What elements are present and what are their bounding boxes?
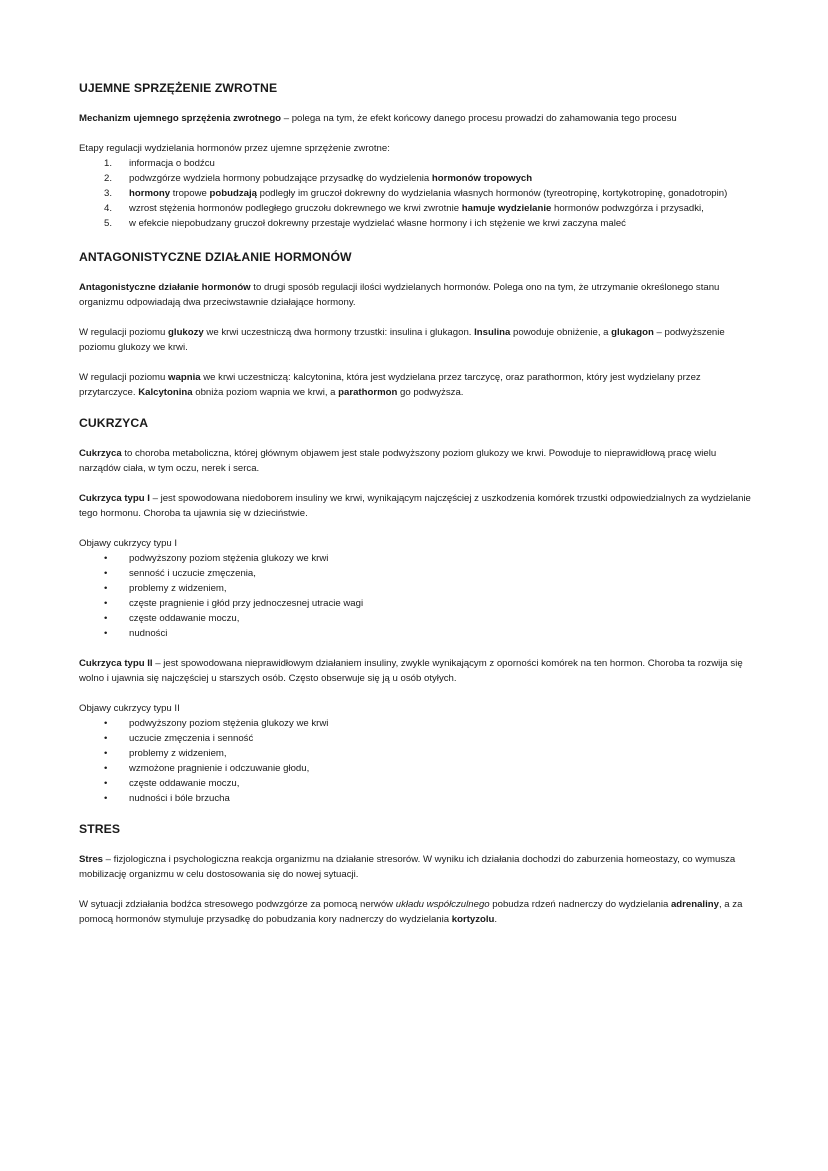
bullet-icon: •	[104, 583, 108, 594]
symptoms-type1-list	[79, 551, 759, 641]
bold-text: Insulina	[474, 327, 511, 338]
paragraph	[79, 280, 759, 310]
list-item-text: nudności i bóle brzucha	[129, 793, 230, 804]
list-item-text: podwyższony poziom stężenia glukozy we krwi	[129, 553, 329, 564]
list-item-text: problemy z widzeniem,	[129, 583, 227, 594]
bold-text: Cukrzyca typu II	[79, 658, 153, 669]
bold-text: Cukrzyca typu I	[79, 493, 150, 504]
heading-negative-feedback: UJEMNE SPRZĘŻENIE ZWROTNE	[79, 81, 278, 95]
bullet-icon: •	[104, 628, 108, 639]
list-item	[79, 596, 759, 611]
bullet-icon: •	[104, 763, 108, 774]
text-run: powoduje obniżenie, a	[510, 327, 612, 338]
bullet-icon: •	[104, 568, 108, 579]
list-item-text: wzmożone pragnienie i odczuwanie głodu,	[129, 763, 310, 774]
definition-text: – polega na tym, że efekt końcowy danego procesu prowadzi do zahamowania tego procesu	[281, 113, 677, 124]
paragraph	[79, 370, 759, 400]
list-item-text: uczucie zmęczenia i senność	[129, 733, 254, 744]
list-item	[79, 551, 759, 566]
bullet-icon: •	[104, 718, 108, 729]
list-item	[79, 731, 759, 746]
bold-text: kortyzolu	[451, 914, 495, 925]
steps-list	[79, 156, 759, 231]
stress-mechanism	[79, 897, 759, 927]
list-number: 2.	[104, 173, 113, 184]
list-item	[79, 776, 759, 791]
antagonistic-paragraphs	[79, 280, 759, 400]
heading-stress: STRES	[79, 822, 121, 836]
list-item-text: częste oddawanie moczu,	[129, 778, 240, 789]
bullet-icon: •	[104, 733, 108, 744]
list-item-text: problemy z widzeniem,	[129, 748, 227, 759]
text-run: – jest spowodowana niedoborem insuliny we krwi, wynikającym najczęściej z uszkodzenia komórek trzustki odpowiedzialnych za wydzielanie tego hormonu. Choroba ta ujawnia się w dzieciństwie.	[79, 493, 751, 519]
text-run: .	[494, 914, 498, 925]
bold-text: parathormon	[338, 387, 398, 398]
symptoms-type2-list	[79, 716, 759, 806]
list-item	[79, 566, 759, 581]
list-item	[79, 611, 759, 626]
text-run: – fizjologiczna i psychologiczna reakcja organizmu na działanie stresorów. W wyniku ich działania dochodzi do zaburzenia homeostazy, co wymusza mobilizację organizmu w celu dostosowania się do nowej sytuacji.	[79, 854, 736, 880]
text-run: podległy im gruczoł dokrewny do wydzielania własnych hormonów (tyreotropinę, kortykotropinę, gonadotropin)	[256, 188, 728, 199]
text-run: wzrost stężenia hormonów podległego gruczołu dokrewnego we krwi zwrotnie	[129, 203, 462, 214]
list-number: 1.	[104, 158, 113, 169]
text-run: – podwyższenie poziomu glukozy we krwi.	[79, 327, 725, 353]
list-number: 4.	[104, 203, 113, 214]
symptoms-type1-title: Objawy cukrzycy typu I	[79, 538, 178, 549]
text-run: W regulacji poziomu	[79, 327, 169, 338]
list-item	[79, 156, 759, 171]
bold-text: glukagon	[611, 327, 654, 338]
heading-diabetes: CUKRZYCA	[79, 416, 149, 430]
list-item-text: częste oddawanie moczu,	[129, 613, 240, 624]
text-run: informacja o bodźcu	[129, 158, 215, 169]
diabetes-type2	[79, 656, 759, 686]
text-run: W regulacji poziomu	[79, 372, 169, 383]
list-number: 3.	[104, 188, 113, 199]
text-run: pobudza rdzeń nadnerczy do wydzielania	[489, 899, 671, 910]
bold-text: Cukrzyca	[79, 448, 122, 459]
text-run: obniża poziom wapnia we krwi, a	[192, 387, 339, 398]
list-item	[79, 201, 759, 216]
list-item	[79, 171, 759, 186]
diabetes-type1	[79, 491, 759, 521]
definition-term: Mechanizm ujemnego sprzężenia zwrotnego	[79, 113, 282, 124]
text-run: to drugi sposób regulacji ilości wydzielanych hormonów. Polega ono na tym, że utrzymanie określonego stanu organizmu odpowiadają dwa przeciwstawnie działające hormony.	[79, 282, 720, 308]
steps-intro: Etapy regulacji wydzielania hormonów przez ujemne sprzężenie zwrotne:	[79, 143, 390, 154]
list-item-text: senność i uczucie zmęczenia,	[129, 568, 256, 579]
bullet-icon: •	[104, 553, 108, 564]
text-run: hormonów podwzgórza i przysadki,	[551, 203, 704, 214]
list-item	[79, 216, 759, 231]
bold-text: glukozy	[168, 327, 204, 338]
definition-negative-feedback	[79, 111, 759, 126]
list-item	[79, 761, 759, 776]
bold-text: Stres	[79, 854, 103, 865]
list-item	[79, 186, 759, 201]
bold-text: hamuje wydzielanie	[461, 203, 552, 214]
symptoms-type2-title: Objawy cukrzycy typu II	[79, 703, 180, 714]
bullet-icon: •	[104, 613, 108, 624]
bullet-icon: •	[104, 748, 108, 759]
bold-text: wapnia	[168, 372, 201, 383]
bullet-icon: •	[104, 778, 108, 789]
list-item	[79, 581, 759, 596]
text-run: , a za pomocą hormonów stymuluje przysadkę do pobudzania kory nadnerczy do wydzielania	[79, 899, 743, 925]
bullet-icon: •	[104, 598, 108, 609]
heading-antagonistic-hormones: ANTAGONISTYCZNE DZIAŁANIE HORMONÓW	[79, 250, 352, 264]
list-item	[79, 791, 759, 806]
text-run: – jest spowodowana nieprawidłowym działaniem insuliny, zwykle wynikającym z oporności komórek na ten hormon. Choroba ta rozwija się wolno i ujawnia się najczęściej u starszych osób. Często obserwuje się ją u osób otyłych.	[79, 658, 743, 684]
text-run: podwzgórze wydziela hormony pobudzające przysadkę do wydzielenia	[129, 173, 432, 184]
list-item-text: częste pragnienie i głód przy jednoczesnej utracie wagi	[129, 598, 364, 609]
text-run: we krwi uczestniczą: kalcytonina, która jest wydzielana przez tarczycę, oraz parathormon, który jest wydzielany przez przytarczyce.	[79, 372, 701, 398]
list-item	[79, 716, 759, 731]
list-item	[79, 626, 759, 641]
text-run: w efekcie niepobudzany gruczoł dokrewny przestaje wydzielać własne hormony i ich stężenie we krwi zaczyna maleć	[129, 218, 626, 229]
paragraph	[79, 325, 759, 355]
stress-definition	[79, 852, 759, 882]
list-item-text: podwyższony poziom stężenia glukozy we krwi	[129, 718, 329, 729]
document-content	[79, 80, 759, 927]
text-run: we krwi uczestniczą dwa hormony trzustki: insulina i glukagon.	[203, 327, 475, 338]
list-number: 5.	[104, 218, 113, 229]
bold-text: adrenaliny	[670, 899, 719, 910]
text-run: tropowe	[170, 188, 210, 199]
list-item	[79, 746, 759, 761]
bold-text: Kalcytonina	[138, 387, 193, 398]
bold-text: pobudzają	[209, 188, 257, 199]
text-run: go podwyższa.	[397, 387, 464, 398]
text-run: to choroba metaboliczna, której głównym objawem jest stale podwyższony poziom glukozy we krwi. Powoduje to nieprawidłową pracę wielu narządów ciała, w tym oczu, nerek i serca.	[79, 448, 717, 474]
bold-text: hormony	[129, 188, 171, 199]
bold-text: hormonów tropowych	[431, 173, 533, 184]
list-item-text: nudności	[129, 628, 168, 639]
diabetes-intro	[79, 446, 759, 476]
italic-text: układu współczulnego	[395, 899, 490, 910]
bold-text: Antagonistyczne działanie hormonów	[79, 282, 251, 293]
text-run: W sytuacji zdziałania bodźca stresowego podwzgórze za pomocą nerwów	[79, 899, 396, 910]
bullet-icon: •	[104, 793, 108, 804]
